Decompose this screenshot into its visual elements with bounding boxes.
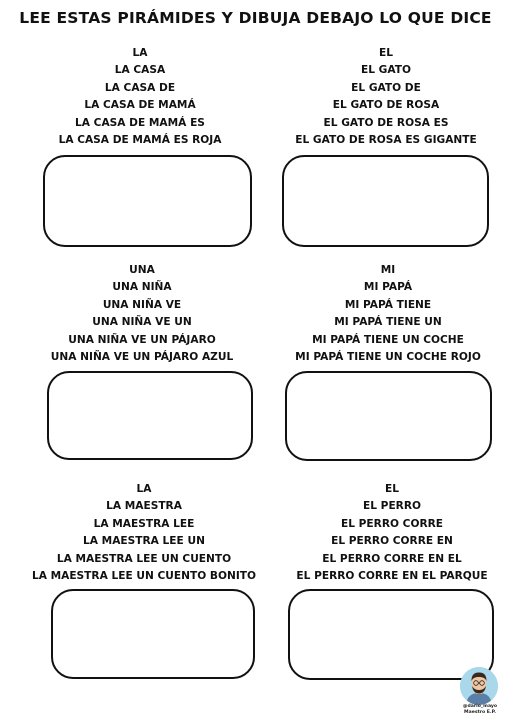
pyramid-line: UNA NIÑA VE UN [92, 316, 192, 329]
author-credit [455, 667, 505, 717]
pyramid-line: MI PAPÁ TIENE UN COCHE [312, 333, 464, 346]
pyramid-line: LA CASA DE MAMÁ ES [75, 116, 205, 129]
page-title: LEE ESTAS PIRÁMIDES Y DIBUJA DEBAJO LO QUE DICE [19, 9, 492, 27]
pyramid-line: LA CASA DE [104, 81, 176, 94]
pyramid-line: MI PAPÁ TIENE UN COCHE ROJO [295, 351, 481, 364]
pyramid-line: EL PERRO CORRE EN [331, 535, 453, 548]
pyramid-line: EL PERRO [363, 500, 421, 513]
pyramid-line: LA [132, 47, 148, 59]
pyramid-la-maestra [18, 481, 270, 585]
avatar [460, 667, 498, 705]
pyramid-line: EL PERRO CORRE EN EL PARQUE [296, 570, 488, 583]
pyramid-line: LA MAESTRA LEE UN CUENTO BONITO [31, 570, 257, 583]
pyramid-mi-papa [276, 262, 500, 366]
pyramid-line: MI PAPÁ [363, 281, 413, 294]
pyramid-line: UNA NIÑA [112, 281, 172, 294]
pyramid-line: MI PAPÁ TIENE UN [334, 316, 442, 329]
pyramid-line: LA CASA DE MAMÁ [84, 99, 196, 112]
pyramid-line: EL GATO DE ROSA ES [323, 116, 449, 129]
credit-text [455, 704, 505, 715]
pyramid-line: LA CASA DE MAMÁ ES ROJA [58, 134, 222, 147]
pyramid-line: LA [136, 483, 152, 495]
pyramid-line: UNA [129, 264, 155, 276]
pyramid-line: EL GATO [361, 64, 411, 77]
pyramid-una-nina [30, 262, 254, 366]
credit-role: Maestro E.P. [464, 709, 496, 715]
pyramid-line: LA CASA [114, 64, 166, 77]
pyramid-line: LA MAESTRA LEE [93, 517, 195, 530]
drawing-box-2[interactable] [282, 155, 489, 247]
credit-handle: @dario_mayo [462, 704, 498, 709]
drawing-box-4[interactable] [285, 371, 492, 461]
pyramid-line: EL [385, 483, 399, 495]
pyramid-la-casa [30, 45, 250, 149]
pyramid-line: UNA NIÑA VE UN PÁJARO AZUL [50, 351, 234, 364]
pyramid-line: LA MAESTRA LEE UN CUENTO [56, 552, 232, 565]
pyramid-line: EL GATO DE ROSA ES GIGANTE [295, 134, 477, 147]
drawing-box-5[interactable] [51, 589, 255, 679]
pyramid-el-gato [276, 45, 496, 149]
drawing-box-1[interactable] [43, 155, 252, 247]
pyramid-line: MI [380, 264, 396, 276]
pyramid-line: LA MAESTRA LEE UN [83, 535, 205, 548]
pyramid-line: EL PERRO CORRE [340, 517, 444, 530]
pyramid-line: EL GATO DE [351, 81, 421, 94]
pyramid-line: EL GATO DE ROSA [332, 99, 440, 112]
pyramid-line: UNA NIÑA VE [102, 298, 182, 311]
pyramid-line: UNA NIÑA VE UN PÁJARO [68, 333, 216, 346]
pyramid-el-perro [282, 481, 502, 585]
pyramid-line: EL PERRO CORRE EN EL [322, 552, 462, 565]
drawing-box-3[interactable] [47, 371, 253, 460]
teacher-avatar-icon [460, 667, 498, 705]
pyramid-line: MI PAPÁ TIENE [344, 298, 432, 311]
pyramid-line: LA MAESTRA [106, 500, 182, 513]
pyramid-line: EL [379, 47, 393, 59]
